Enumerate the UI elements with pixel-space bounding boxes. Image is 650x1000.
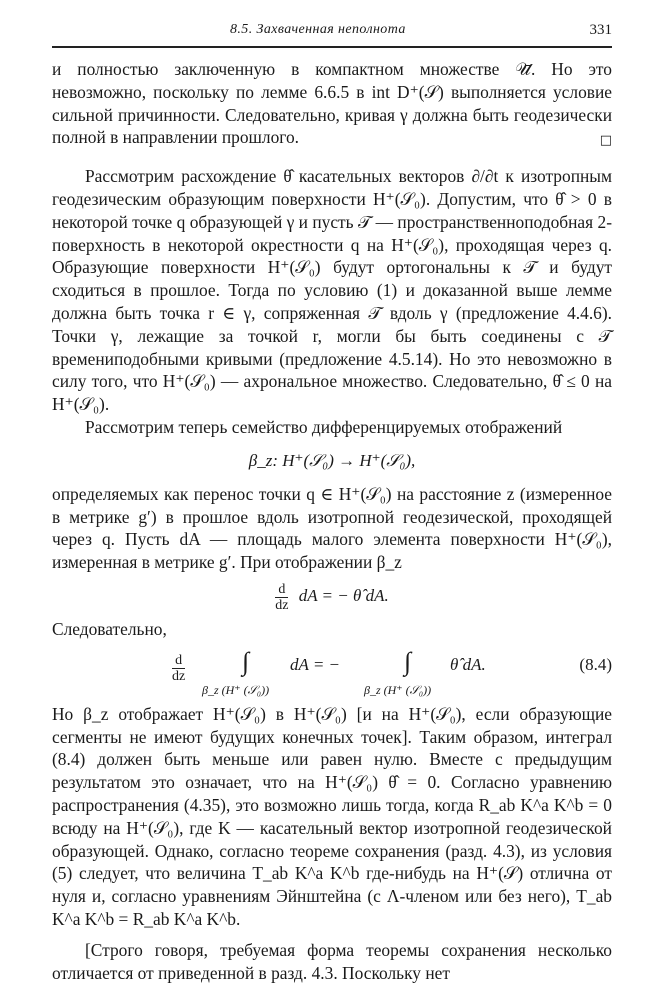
derivative-fraction-8-4: $\frac{d}{dz}$ <box>172 652 186 684</box>
integral-domain-right: β_z (H⁺ (𝒮₀)) <box>364 682 432 697</box>
equation-area-derivative <box>52 574 612 618</box>
equation-middle: dA = − <box>290 654 341 674</box>
header-rule <box>52 46 612 48</box>
paragraph-6: Но β_z отображает H⁺(𝒮₀) в H⁺(𝒮₀) [и на H⁺(𝒮₀), если образующие сегменты не имеют будущих конечных точек]. Таким образом, интеграл (8.4) должен быть меньше или равен нулю. Вместе с предыдущим результатом это означает, что на H⁺(𝒮₀) θ̂ = 0. Согласно уравнению распространения (4.35), это возможно лишь тогда, когда R_ab K^a K^b = 0 всюду на H⁺(𝒮₀), где K — касательный вектор изотропной геодезической образующей. Однако, согласно теореме сохранения (разд. 4.3), из условия (5) следует, что величина T_ab K^a K^b где-нибудь на H⁺(𝒮) отлична от нуля и, согласно уравнениям Эйнштейна (с Λ-членом или без него), T_ab K^a K^b = R_ab K^a K^b. <box>52 703 612 929</box>
integral-sign-right: ∫ <box>404 646 412 676</box>
equation-mapping-text: β_z: H⁺(𝒮₀) → H⁺(𝒮₀), <box>248 450 416 470</box>
paragraph-2: Рассмотрим расхождение θ̂ касательных векторов ∂/∂t к изотропным геодезическим образующим поверхности H⁺(𝒮₀). Допустим, что θ̂ > 0 в некоторой точке q образующей γ и пусть 𝒯 — пространственноподобная 2-поверхность в некоторой окрестности q на H⁺(𝒮₀), проходящая через q. Образующие поверхности H⁺(𝒮₀) будут ортогональны к 𝒯 и будут сходиться в прошлое. Тогда по условию (1) и доказанной выше лемме должна быть точка r ∈ γ, сопряженная 𝒯 вдоль γ (предложение 4.4.6). Точки γ, лежащие за точкой r, могли бы быть соединены с 𝒯 времениподобными кривыми (предложение 4.5.14). Но это невозможно в силу того, что H⁺(𝒮₀) — ахрональное множество. Следовательно, θ̂ ≤ 0 на H⁺(𝒮₀). <box>52 166 612 415</box>
equation-area-body: dA = − θ̂ dA. <box>298 585 389 605</box>
end-of-proof-mark: □ <box>599 133 612 149</box>
section-title: 8.5. Захваченная неполнота <box>230 22 406 37</box>
integral-sign-left: ∫ <box>242 646 250 676</box>
running-header <box>52 22 612 44</box>
paragraph-7: [Строго говоря, требуемая форма теоремы сохранения несколько отличается от приведенной в разд. 4.3. Поскольку нет <box>52 939 612 983</box>
equation-8-4 <box>52 641 612 703</box>
equation-right: θ̂ dA. <box>450 654 486 674</box>
paragraph-1: и полностью заключенную в компактном множестве 𝒰̄. Но это невозможно, поскольку по лемме 6.6.5 в int D⁺(𝒮) выполняется условие сильной причинности. Следовательно, кривая γ должна быть геодезически полной в направлении прошлого. □ <box>52 58 612 149</box>
equation-number: (8.4) <box>579 654 612 674</box>
text-body <box>52 58 612 984</box>
paragraph-4: определяемых как перенос точки q ∈ H⁺(𝒮₀) на расстояние z (измеренное в метрике g′) в прошлое вдоль изотропной геодезической, проходящей через q. Пусть dA — площадь малого элемента поверхности H⁺(𝒮₀), измеренная в метрике g′. При отображении β_z <box>52 483 612 573</box>
paragraph-5: Следовательно, <box>52 618 167 639</box>
page-number: 331 <box>589 22 612 38</box>
equation-mapping <box>52 439 612 483</box>
derivative-fraction: $\frac{d}{dz}$ <box>275 581 289 613</box>
paragraph-3: Рассмотрим теперь семейство дифференцируемых отображений <box>85 416 563 437</box>
integral-domain-left: β_z (H⁺ (𝒮₀)) <box>202 682 270 697</box>
